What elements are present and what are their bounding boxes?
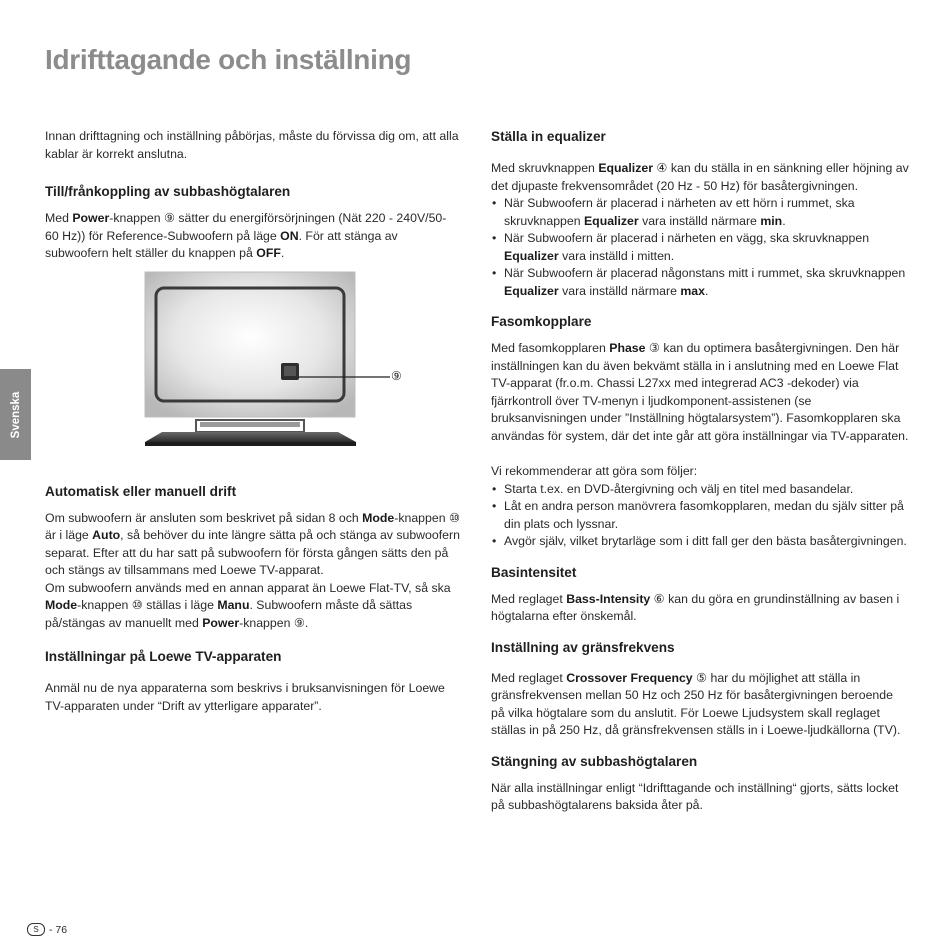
mode-heading: Automatisk eller manuell drift <box>45 483 237 499</box>
list-item: • När Subwoofern är placerad i närheten av ett hörn i rummet, ska skruvknappen Equalizer vara inställd närmare min. <box>491 195 909 230</box>
equalizer-heading: Ställa in equalizer <box>491 129 606 144</box>
list-item: • Låt en andra person manövrera fasomkopplaren, medan du själv sitter på din plats och lyssnar. <box>491 498 909 533</box>
bass-heading: Basintensitet <box>491 564 577 580</box>
closing-paragraph: När alla inställningar enligt “Idrifttagande och inställning“ gjorts, sätts locket på subbashögtalarens baksida åter på. <box>491 780 899 812</box>
phase-list <box>491 481 909 551</box>
power-paragraph: Med Power-knappen ⑨ sätter du energiförsörjningen (Nät 220 - 240V/50-60 Hz)) för Reference-Subwoofern på läge ON. För att stänga av subwoofern helt ställer du knappen på OFF. <box>45 211 447 260</box>
crossover-heading: Inställning av gränsfrekvens <box>491 639 675 655</box>
intro-paragraph: Innan drifttagning och inställning påbörjas, måste du förvissa dig om, att alla kablar är korrekt anslutna. <box>45 129 459 161</box>
callout-power-button: ⑨ <box>391 369 402 383</box>
mode-paragraph: Om subwoofern är ansluten som beskrivet på sidan 8 och Mode-knappen ⑩ är i läge Auto, så behöver du inte längre sätta på och stänga av subwoofern separat. Efter att du har satt på subwoofern för första gången sätts den på och stängs av tillsammans med Loewe TV-apparat. Om subwoofern används med en annan apparat än Loewe Flat-TV, så ska Mode-knappen ⑩ ställas i läge Manu. Subwoofern måste då sättas på/stängas av manuellt med Power-knappen ⑨. <box>45 510 460 630</box>
language-tab-label: Svenska <box>9 391 22 438</box>
phase-recommend: Vi rekommenderar att göra som följer: <box>491 464 698 478</box>
bass-paragraph: Med reglaget Bass-Intensity ⑥ kan du göra en grundinställning av basen i högtalarna efter önskemål. <box>491 591 900 623</box>
crossover-paragraph: Med reglaget Crossover Frequency ⑤ har du möjlighet att ställa in gränsfrekvensen mellan 50 Hz och 250 Hz för basåtergivningen beroende på vilka högtalare som du anslutit. För Loewe Ljudsystem skall reglaget ställas in på 250 Hz, då gränsfrekvensen ställs in i Loewe-ljudkällorna (TV). <box>491 670 901 737</box>
tv-heading: Inställningar på Loewe TV-apparaten <box>45 649 282 664</box>
phase-heading: Fasomkopplare <box>491 314 592 329</box>
list-item: • Starta t.ex. en DVD-återgivning och välj en titel med basandelar. <box>491 481 909 499</box>
language-tab <box>0 369 31 460</box>
page-footer <box>27 923 67 936</box>
tv-paragraph: Anmäl nu de nya apparaterna som beskrivs i bruksanvisningen för Loewe TV-apparaten under “Drift av ytterligare apparater”. <box>45 681 445 713</box>
list-item: • Avgör själv, vilket brytarläge som i ditt fall ger den bästa basåtergivningen. <box>491 533 909 551</box>
right-column <box>491 128 909 815</box>
phase-paragraph: Med fasomkopplaren Phase ③ kan du optimera basåtergivningen. Den här inställningen kan du även bekvämt ställa in i anslutning med en Loewe Flat TV-apparat (fr.o.m. Chassi L27xx med integrerad AC3 -dekoder) via fjärrkontroll över TV-menyn i ljudkomponent-assistenen (se bruksanvisningen under ”Inställning högtalarsystem”). Fasomkopplaren ska användas för system, där det inte går att göra inställningar via TV-apparaten. <box>491 341 909 443</box>
list-item: • När Subwoofern är placerad någonstans mitt i rummet, ska skruvknappen Equalizer vara inställd närmare max. <box>491 265 909 300</box>
equalizer-paragraph: Med skruvknappen Equalizer ④ kan du ställa in en sänkning eller höjning av det djupaste frekvensområdet (20 Hz - 50 Hz) för basåtergivningen. <box>491 161 909 193</box>
subwoofer-illustration <box>140 270 410 452</box>
language-badge: S <box>27 923 45 936</box>
page-number: - 76 <box>49 923 68 936</box>
equalizer-list <box>491 195 909 300</box>
power-heading: Till/frånkoppling av subbashögtalaren <box>45 184 291 199</box>
list-item: • När Subwoofern är placerad i närheten en vägg, ska skruvknappen Equalizer vara inställd i mitten. <box>491 230 909 265</box>
page-title: Idrifttagande och inställning <box>45 44 412 75</box>
closing-heading: Stängning av subbashögtalaren <box>491 753 698 769</box>
